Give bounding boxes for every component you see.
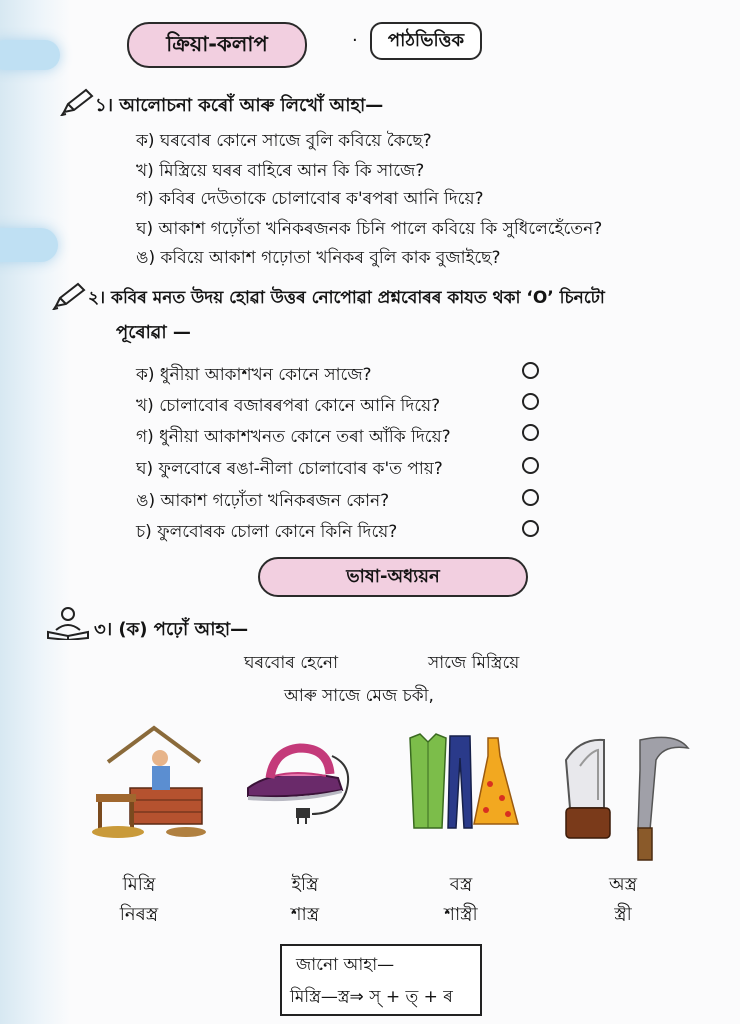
question1-item-e: ঙ) কবিয়ে আকাশ গঢ়োতা খনিকৰ বুলি কাক বুজাইছে? bbox=[136, 248, 501, 268]
picture-word-carpenter-1: মিস্ত্রি bbox=[122, 874, 156, 895]
question2-item-gha: ঘ) ফুলবোৰে ৰঙা-নীলা চোলাবোৰ ক'ত পায়? bbox=[136, 459, 443, 479]
know-box bbox=[280, 944, 482, 1016]
picture-word-clothes-2: শাস্ত্ৰী bbox=[444, 904, 478, 925]
answer-circle[interactable] bbox=[522, 520, 539, 537]
language-study-title: ভাষা-অধ্যয়ন bbox=[346, 565, 440, 587]
poem-line1-part1: ঘৰবোৰ হেনো bbox=[244, 653, 339, 673]
text-based-badge bbox=[370, 22, 482, 60]
question1-item-a: ক) ঘৰবোৰ কোনে সাজে বুলি কবিয়ে কৈছে? bbox=[136, 131, 432, 151]
picture-word-weapons-1: অস্ত্ৰ bbox=[609, 874, 637, 895]
bullet-dot: · bbox=[352, 30, 358, 51]
question1-item-c: গ) কবিৰ দেউতাকে চোলাবোৰ ক'ৰপৰা আনি দিয়ে? bbox=[136, 189, 484, 209]
question2-heading-line1: ২। কবিৰ মনত উদয় হোৱা উত্তৰ নোপোৱা প্ৰশ্নবোৰৰ কাযত থকা ‘O’ চিনটো bbox=[88, 288, 605, 308]
question1-item-d: ঘ) আকাশ গঢ়োঁতা খনিকৰজনক চিনি পালে কবিয়ে কি সুধিলেহেঁতেন? bbox=[136, 219, 603, 239]
poem-line1-part2: সাজে মিস্ত্রিয়ে bbox=[428, 653, 520, 673]
iron-picture bbox=[238, 726, 358, 826]
pencil-icon bbox=[52, 282, 86, 310]
cloud-decoration-middle bbox=[0, 228, 58, 262]
language-study-pill bbox=[258, 557, 528, 597]
question1-heading: ১। আলোচনা কৰোঁ আৰু লিখোঁ আহা— bbox=[95, 95, 384, 116]
poem-line2: আৰু সাজে মেজ চকী, bbox=[284, 686, 434, 706]
answer-circle[interactable] bbox=[522, 457, 539, 474]
answer-circle[interactable] bbox=[522, 393, 539, 410]
question3-heading: ৩। (ক) পঢ়োঁ আহা— bbox=[94, 619, 249, 640]
picture-word-iron-1: ইস্ত্রি bbox=[291, 874, 319, 895]
question2-item-nga: ঙ) আকাশ গঢ়োঁতা খনিকৰজন কোন? bbox=[136, 491, 390, 511]
picture-word-carpenter-2: নিৰস্ত্ৰ bbox=[119, 904, 159, 925]
answer-circle[interactable] bbox=[522, 424, 539, 441]
activity-title-pill bbox=[127, 22, 307, 68]
question2-item-cha: চ) ফুলবোৰক চোলা কোনে কিনি দিয়ে? bbox=[136, 522, 398, 542]
text-based-badge-label: পাঠভিত্তিক bbox=[387, 29, 465, 51]
question2-item-kha: খ) চোলাবোৰ বজাৰৰপৰা কোনে আনি দিয়ে? bbox=[136, 396, 441, 416]
answer-circle[interactable] bbox=[522, 489, 539, 506]
question2-heading-line2: পূৰোৱা — bbox=[116, 322, 191, 343]
clothes-picture bbox=[398, 728, 522, 832]
carpenter-picture bbox=[90, 722, 210, 842]
question2-item-ka: ক) ধুনীয়া আকাশখন কোনে সাজে? bbox=[136, 365, 372, 385]
weapons-picture bbox=[560, 730, 690, 862]
question2-item-ga: গ) ধুনীয়া আকাশখনত কোনে তৰা আঁকি দিয়ে? bbox=[136, 427, 451, 447]
page-left-margin-shade bbox=[0, 0, 70, 1024]
know-box-formula: মিস্ত্রি—স্ত্র⇒ স্ + ত্ + ৰ bbox=[290, 987, 453, 1007]
know-box-title: জানো আহা— bbox=[296, 955, 395, 975]
reading-person-icon bbox=[44, 606, 92, 640]
question1-item-b: খ) মিস্ত্রিয়ে ঘৰৰ বাহিৰে আন কি কি সাজে? bbox=[136, 161, 425, 181]
pencil-icon bbox=[60, 88, 94, 116]
picture-word-weapons-2: স্ত্রী bbox=[614, 904, 632, 925]
picture-word-iron-2: শাস্ত্ৰ bbox=[290, 904, 320, 925]
cloud-decoration-top bbox=[0, 40, 60, 70]
activity-title: ক্রিয়া-কলাপ bbox=[166, 31, 268, 56]
picture-word-clothes-1: বস্ত্ৰ bbox=[449, 874, 473, 895]
answer-circle[interactable] bbox=[522, 362, 539, 379]
